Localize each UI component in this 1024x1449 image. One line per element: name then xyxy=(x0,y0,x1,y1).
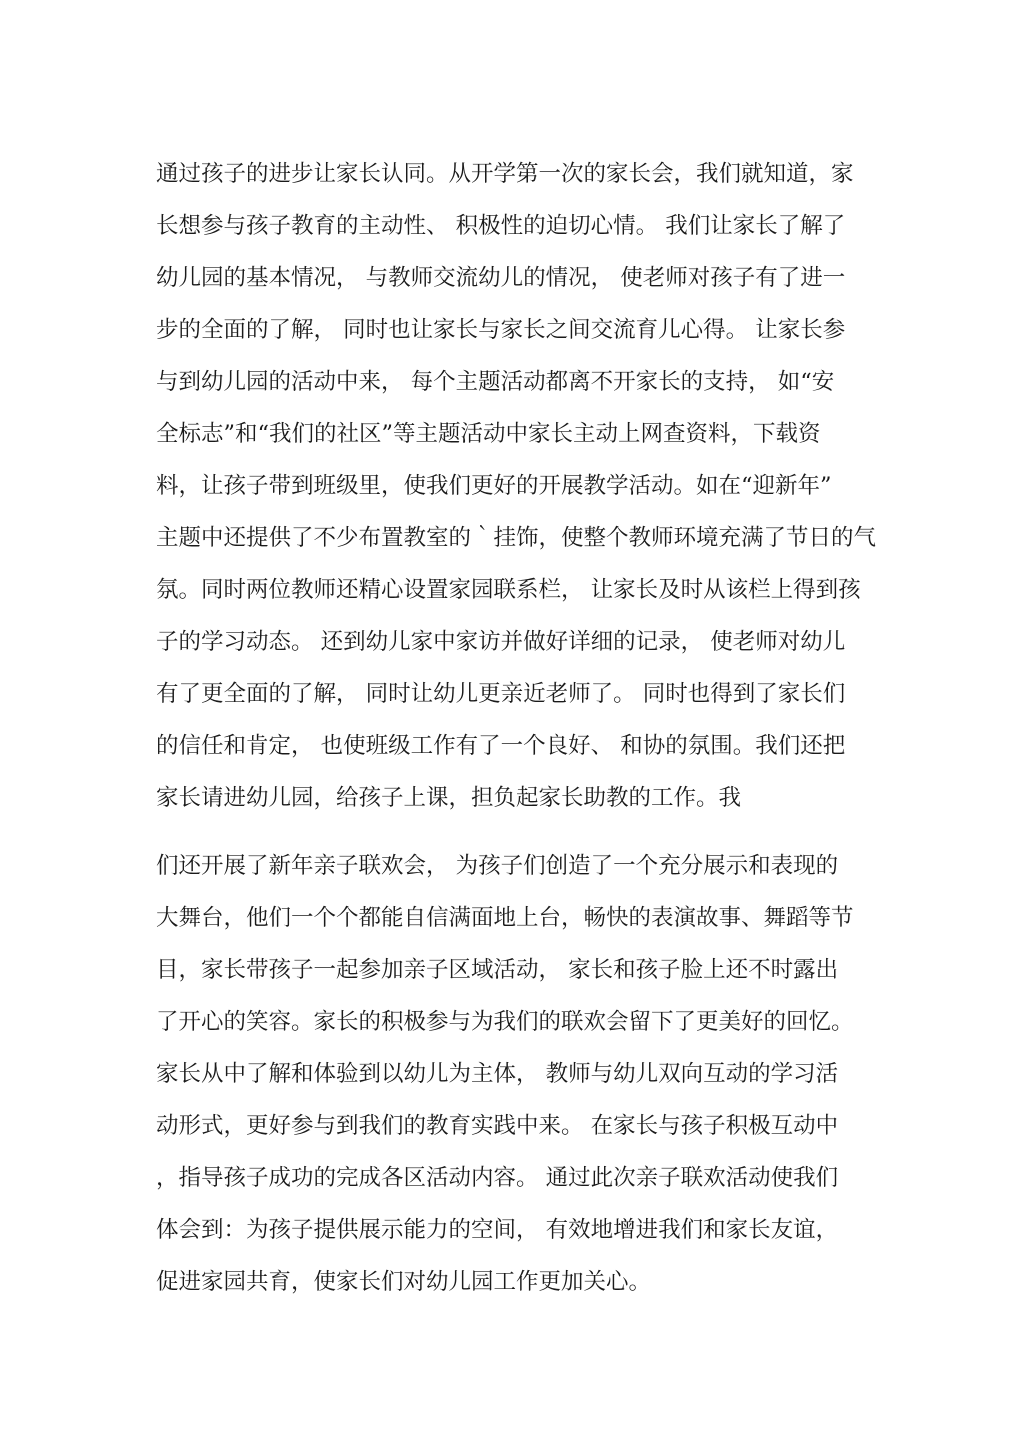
text-line: 大舞台，他们一个个都能自信满面地上台，畅快的表演故事、舞蹈等节 xyxy=(156,905,854,931)
text-line: ，指导孩子成功的完成各区活动内容。 通过此次亲子联欢活动使我们 xyxy=(156,1165,839,1191)
text-line: 目，家长带孩子一起参加亲子区域活动， 家长和孩子脸上还不时露出 xyxy=(156,957,839,983)
text-line: 步的全面的了解， 同时也让家长与家长之间交流育儿心得。 让家长参 xyxy=(156,317,846,343)
paragraph-1 xyxy=(156,155,896,831)
text-line: 的信任和肯定， 也使班级工作有了一个良好、 和协的氛围。我们还把 xyxy=(156,733,846,759)
text-line: 家长请进幼儿园，给孩子上课，担负起家长助教的工作。我 xyxy=(156,785,742,811)
text-line: 氛。同时两位教师还精心设置家园联系栏， 让家长及时从该栏上得到孩 xyxy=(156,577,861,603)
text-line: 与到幼儿园的活动中来， 每个主题活动都离不开家长的支持， 如“安 xyxy=(156,369,835,395)
paragraph-2 xyxy=(156,847,896,1315)
text-line: 动形式，更好参与到我们的教育实践中来。 在家长与孩子积极互动中 xyxy=(156,1113,839,1139)
text-line: 家长从中了解和体验到以幼儿为主体， 教师与幼儿双向互动的学习活 xyxy=(156,1061,839,1087)
text-line: 料，让孩子带到班级里，使我们更好的开展教学活动。如在“迎新年” xyxy=(156,473,832,499)
text-line: 主题中还提供了不少布置教室的｀挂饰，使整个教师环境充满了节日的气 xyxy=(156,525,877,551)
text-line: 子的学习动态。 还到幼儿家中家访并做好详细的记录， 使老师对幼儿 xyxy=(156,629,846,655)
text-line: 了开心的笑容。家长的积极参与为我们的联欢会留下了更美好的回忆。 xyxy=(156,1009,854,1035)
text-line: 长想参与孩子教育的主动性、 积极性的迫切心情。 我们让家长了解了 xyxy=(156,213,846,239)
text-line: 幼儿园的基本情况， 与教师交流幼儿的情况， 使老师对孩子有了进一 xyxy=(156,265,846,291)
text-line: 有了更全面的了解， 同时让幼儿更亲近老师了。 同时也得到了家长们 xyxy=(156,681,846,707)
text-line: 促进家园共育，使家长们对幼儿园工作更加关心。 xyxy=(156,1269,652,1295)
text-line: 通过孩子的进步让家长认同。从开学第一次的家长会，我们就知道，家 xyxy=(156,161,854,187)
text-line: 体会到：为孩子提供展示能力的空间， 有效地增进我们和家长友谊， xyxy=(156,1217,839,1243)
text-line: 全标志”和“我们的社区”等主题活动中家长主动上网查资料，下载资 xyxy=(156,421,821,447)
text-line: 们还开展了新年亲子联欢会， 为孩子们创造了一个充分展示和表现的 xyxy=(156,853,839,879)
